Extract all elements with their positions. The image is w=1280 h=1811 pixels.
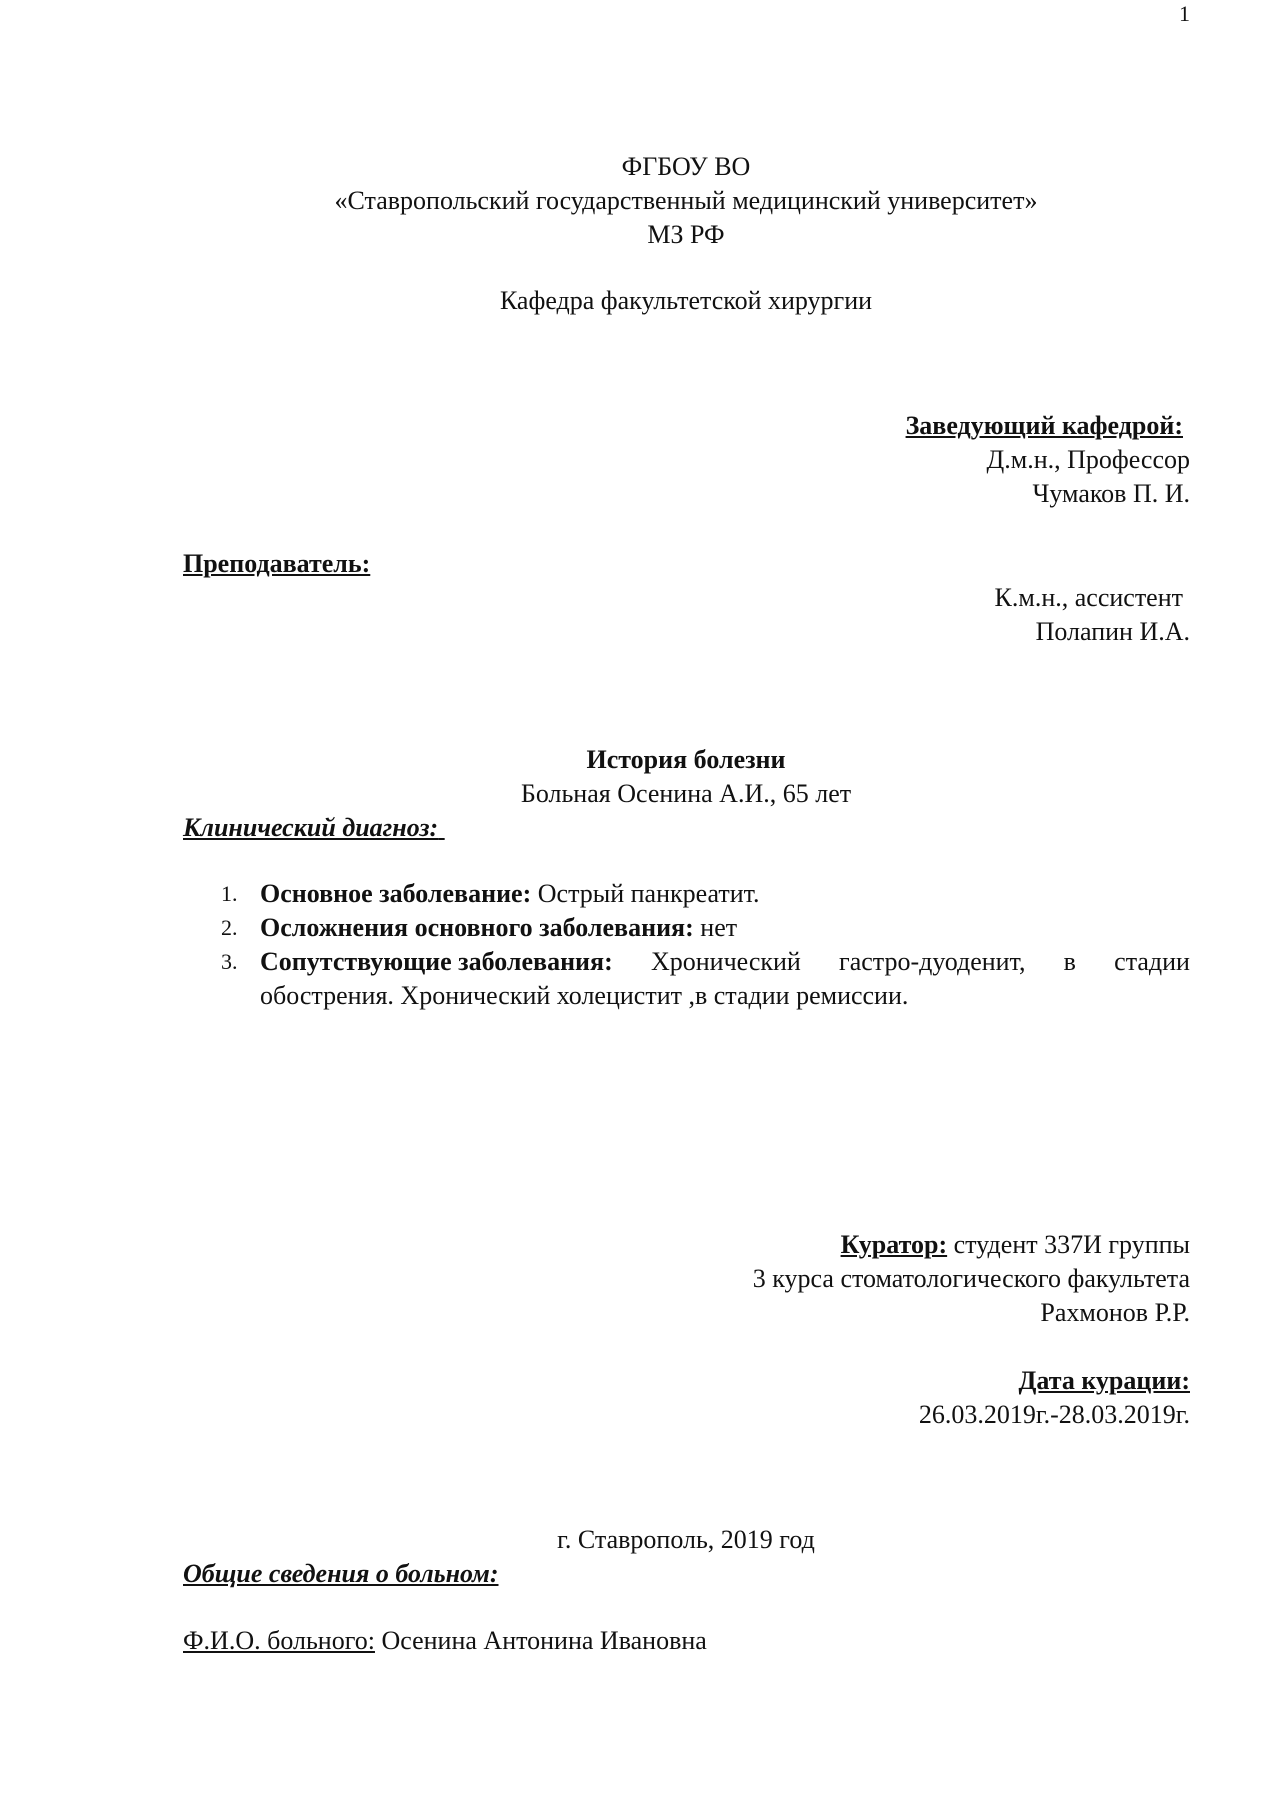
head-of-department-label-text: Заведующий кафедрой: <box>905 411 1183 440</box>
list-item-number: 2. <box>221 915 238 940</box>
list-item-first-line <box>260 945 1190 979</box>
list-item-label: Осложнения основного заболевания: <box>260 913 694 942</box>
general-info-label-text: Общие сведения о больном: <box>183 1559 499 1588</box>
teacher-label <box>183 547 370 581</box>
list-item-word: Хронический <box>650 947 801 976</box>
list-item-word: в <box>1063 947 1076 976</box>
list-item-text: Острый панкреатит. <box>531 879 760 908</box>
head-of-department-label <box>906 409 1183 443</box>
curator-name-text: Рахмонов Р.Р. <box>1040 1298 1190 1327</box>
patient-fio-label: Ф.И.О. больного: <box>183 1626 375 1655</box>
page-number: 1 <box>1179 1 1190 26</box>
head-of-department-name <box>1032 477 1190 511</box>
curator-line-3 <box>1040 1296 1190 1330</box>
curator-line-2 <box>753 1262 1190 1296</box>
org-line-3: МЗ РФ <box>647 220 725 249</box>
case-history-title <box>0 743 1280 777</box>
institution-header <box>0 150 1280 252</box>
clinical-diagnosis-underline-space <box>438 813 445 842</box>
teacher-degree-text: К.м.н., ассистент <box>994 583 1183 612</box>
curator-line-1 <box>841 1228 1190 1262</box>
department-name <box>0 284 1280 318</box>
patient-line-text: Больная Осенина А.И., 65 лет <box>520 779 852 808</box>
patient-fio-line <box>183 1624 707 1658</box>
list-item-number: 3. <box>221 949 238 974</box>
teacher-label-text: Преподаватель: <box>183 549 371 578</box>
clinical-diagnosis-label-text: Клинический диагноз: <box>183 813 439 842</box>
org-line-1: ФГБОУ ВО <box>621 152 751 181</box>
list-item-text: нет <box>693 913 738 942</box>
list-item-word: гастро-дуоденит, <box>839 947 1026 976</box>
place-year-text: г. Ставрополь, 2019 год <box>557 1525 815 1554</box>
list-item <box>183 911 1190 945</box>
patient-fio-value: Осенина Антонина Ивановна <box>374 1626 707 1655</box>
list-item-label: Сопутствующие заболевания: <box>260 947 613 976</box>
teacher-name-text: Полапин И.А. <box>1035 617 1190 646</box>
teacher-degree <box>995 581 1183 615</box>
curation-date-label-text: Дата курации: <box>1018 1366 1190 1395</box>
list-item-continuation: обострения. Хронический холецистит ,в стадии ремиссии. <box>260 981 909 1010</box>
case-history-title-text: История болезни <box>586 745 786 774</box>
head-of-department-degree <box>987 443 1191 477</box>
curator-group-text: студент 337И группы <box>947 1230 1190 1259</box>
org-line-2: «Ставропольский государственный медицинский университет» <box>334 186 1038 215</box>
general-info-label <box>183 1557 499 1591</box>
curation-date-label <box>1019 1364 1190 1398</box>
curation-date-value-text: 26.03.2019г.-28.03.2019г. <box>918 1400 1190 1429</box>
head-of-department-name-text: Чумаков П. И. <box>1032 479 1190 508</box>
list-item-number: 1. <box>221 881 238 906</box>
list-item-label: Основное заболевание: <box>260 879 532 908</box>
list-item-word: стадии <box>1114 947 1190 976</box>
list-item <box>183 877 1190 911</box>
curation-date-value <box>919 1398 1190 1432</box>
diagnosis-list <box>183 877 1190 1013</box>
list-item <box>183 945 1190 1013</box>
head-of-department-degree-text: Д.м.н., Профессор <box>986 445 1190 474</box>
patient-line <box>0 777 1280 811</box>
clinical-diagnosis-label <box>183 811 445 845</box>
teacher-name <box>1036 615 1190 649</box>
department-text: Кафедра факультетской хирургии <box>499 286 873 315</box>
curator-course-text: 3 курса стоматологического факультета <box>752 1264 1190 1293</box>
curator-label: Куратор: <box>840 1230 948 1259</box>
place-year <box>0 1523 1280 1557</box>
